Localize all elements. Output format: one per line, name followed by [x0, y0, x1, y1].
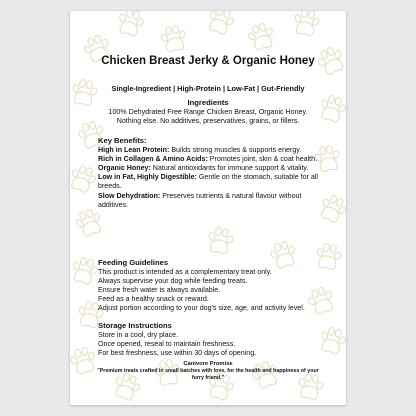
product-title: Chicken Breast Jerky & Organic Honey [101, 55, 315, 67]
storage-line: Once opened, reseal to maintain freshness. [98, 339, 236, 348]
benefit-label: Rich in Collagen & Amino Acids: [98, 154, 208, 163]
storage-section [98, 321, 324, 358]
promise-text: "Premium treats crafted in small batches with love, for the health and happiness of your furry friend." [97, 368, 319, 381]
storage-line: Store in a cool, dry place. [98, 330, 179, 339]
product-tagline: Single-Ingredient | High-Protein | Low-Fat | Gut-Friendly [111, 84, 305, 93]
feeding-line: Feed as a healthy snack or reward. [98, 295, 209, 304]
feeding-heading: Feeding Guidelines [98, 258, 169, 267]
benefits-section [98, 136, 324, 210]
feeding-line: Ensure fresh water is always available. [98, 285, 221, 294]
promise-section [94, 361, 322, 382]
benefit-item [98, 155, 324, 164]
storage-line: For best freshness, use within 30 days of opening. [98, 348, 257, 357]
ingredients-line: 100% Dehydrated Free Range Chicken Breast, Organic Honey. [108, 107, 308, 116]
benefit-text: Natural antioxidants for immune support & vitality. [150, 163, 309, 172]
feeding-line: Always supervise your dog while feeding treats. [98, 276, 248, 285]
benefit-text: Promotes joint, skin & coat health. [207, 154, 318, 163]
benefit-text: Builds strong muscles & supports energy. [169, 145, 302, 154]
feeding-line: Adjust portion according to your dog's size, age, and activity level. [98, 304, 305, 313]
feeding-section [98, 258, 324, 314]
label-sheet [70, 11, 346, 405]
ingredients-section [98, 98, 318, 126]
benefit-text: Preserves nutrients & natural flavour without additives. [98, 191, 302, 209]
benefit-label: Slow Dehydration: [98, 191, 161, 200]
label-content [70, 11, 346, 405]
benefits-heading: Key Benefits: [98, 136, 147, 145]
ingredients-line: Nothing else. No additives, preservatives, grains, or fillers. [116, 116, 300, 125]
benefit-label: Organic Honey: [98, 163, 151, 172]
benefit-item [98, 146, 324, 155]
benefit-item [98, 192, 324, 210]
benefit-label: High in Lean Protein: [98, 145, 170, 154]
benefit-item [98, 173, 324, 191]
benefit-label: Low in Fat, Highly Digestible: [98, 173, 197, 182]
storage-heading: Storage Instructions [98, 321, 172, 330]
benefit-item [98, 164, 324, 173]
promise-heading: Canivore Promise [183, 361, 233, 367]
feeding-line: This product is intended as a complementary treat only. [98, 267, 272, 276]
ingredients-heading: Ingredients [187, 98, 229, 107]
benefit-text: Gentle on the stomach, suitable for all breeds. [98, 173, 318, 191]
